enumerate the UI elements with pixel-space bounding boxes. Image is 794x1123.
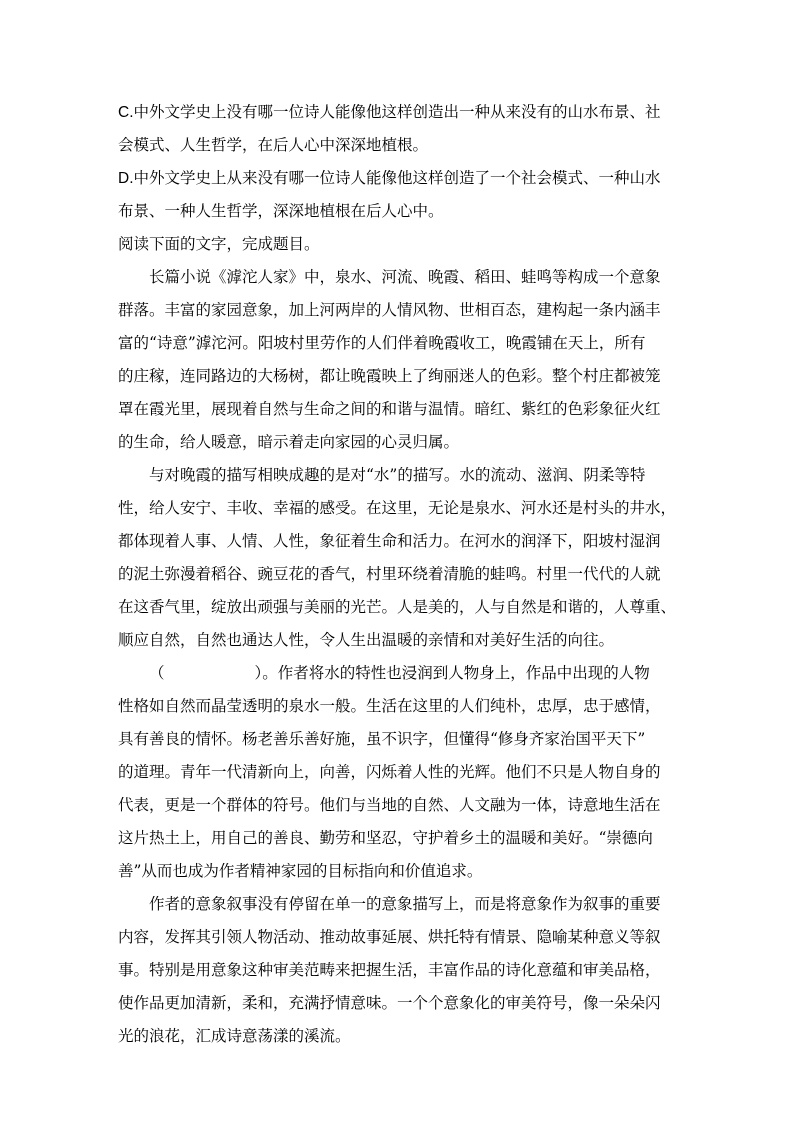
- passage-paragraph-4: [118, 888, 678, 1053]
- passage-line: 在这香气里，绽放出顽强与美丽的光芒。人是美的，人与自然是和谐的，人尊重、: [118, 598, 677, 616]
- passage-line: 善”从而也成为作者精神家园的目标指向和价值追求。: [118, 862, 483, 880]
- passage-line-with-blank: [118, 657, 678, 690]
- document-page: [118, 96, 678, 1053]
- passage-line: 具有善良的情怀。杨老善乐善好施，虽不识字，但懂得“修身齐家治国平天下”: [118, 730, 646, 748]
- passage-line: 富的“诗意”滹沱河。阳坡村里劳作的人们伴着晚霞收工，晚霞铺在天上，所有: [118, 334, 646, 352]
- passage-line: 的生命，给人暖意，暗示着走向家园的心灵归属。: [118, 433, 460, 451]
- passage-line: 内容，发挥其引领人物活动、推动故事延展、烘托特有情景、隐喻某种意义等叙: [118, 928, 661, 946]
- passage-line: 与对晚霞的描写相映成趣的是对“水”的描写。水的流动、滋润、阴柔等特: [149, 466, 646, 484]
- passage-line: 的庄稼，连同路边的大杨树，都让晚霞映上了绚丽迷人的色彩。整个村庄都被笼: [118, 367, 661, 385]
- blank-close-text: ）。作者将水的特性也浸润到人物身上，作品中出现的人物: [254, 664, 650, 682]
- passage-paragraph-3: [118, 657, 678, 888]
- passage-line: 性格如自然而晶莹透明的泉水一般。生活在这里的人们纯朴，忠厚，忠于感情，: [118, 697, 661, 715]
- passage-line: 顺应自然，自然也通达人性，令人生出温暖的亲情和对美好生活的向往。: [118, 631, 615, 649]
- passage-line: 都体现着人事、人情、人性，象征着生命和活力。在河水的润泽下，阳坡村湿润: [118, 532, 661, 550]
- option-d-line-2: 布景、一种人生哲学，深深地植根在后人心中。: [118, 203, 444, 220]
- passage-line: 作者的意象叙事没有停留在单一的意象描写上，而是将意象作为叙事的重要: [149, 895, 661, 913]
- option-c-line-2: 会模式、人生哲学，在后人心中深深地植根。: [118, 137, 429, 154]
- passage-line: 事。特别是用意象这种审美范畴来把握生活，丰富作品的诗化意蕴和审美品格，: [118, 961, 661, 979]
- passage-line: 长篇小说《滹沱人家》中，泉水、河流、晚霞、稻田、蛙鸣等构成一个意象: [149, 268, 661, 286]
- passage-line: 的泥土弥漫着稻谷、豌豆花的香气，村里环绕着清脆的蛙鸣。村里一代代的人就: [118, 565, 661, 583]
- passage-paragraph-2: [118, 459, 678, 657]
- passage-line: 光的浪花，汇成诗意荡漾的溪流。: [118, 1027, 351, 1045]
- option-c-line-1: C.中外文学史上没有哪一位诗人能像他这样创造出一种从来没有的山水布景、社: [118, 104, 661, 121]
- passage-line: 使作品更加清新，柔和，充满抒情意味。一个个意象化的审美符号，像一朵朵闪: [118, 994, 661, 1012]
- passage-line: 罩在霞光里，展现着自然与生命之间的和谐与温情。暗红、紫红的色彩象征火红: [118, 400, 661, 418]
- option-d-line-1: D.中外文学史上从来没有哪一位诗人能像他这样创造了一个社会模式、一种山水: [118, 170, 661, 187]
- reading-instruction: 阅读下面的文字，完成题目。: [118, 236, 320, 253]
- passage-line: 代表，更是一个群体的符号。他们与当地的自然、人文融为一体，诗意地生活在: [118, 796, 661, 814]
- passage-line: 这片热土上，用自己的善良、勤劳和坚忍，守护着乡土的温暖和美好。“崇德向: [118, 829, 653, 847]
- blank-open-paren: （: [149, 664, 165, 682]
- passage-line: 的道理。青年一代清新向上，向善，闪烁着人性的光辉。他们不只是人物自身的: [118, 763, 661, 781]
- passage-paragraph-1: [118, 261, 678, 459]
- passage-line: 群落。丰富的家园意象，加上河两岸的人情风物、世相百态，建构起一条内涵丰: [118, 301, 661, 319]
- passage-line: 性，给人安宁、丰收、幸福的感受。在这里，无论是泉水、河水还是村头的井水，: [118, 499, 677, 517]
